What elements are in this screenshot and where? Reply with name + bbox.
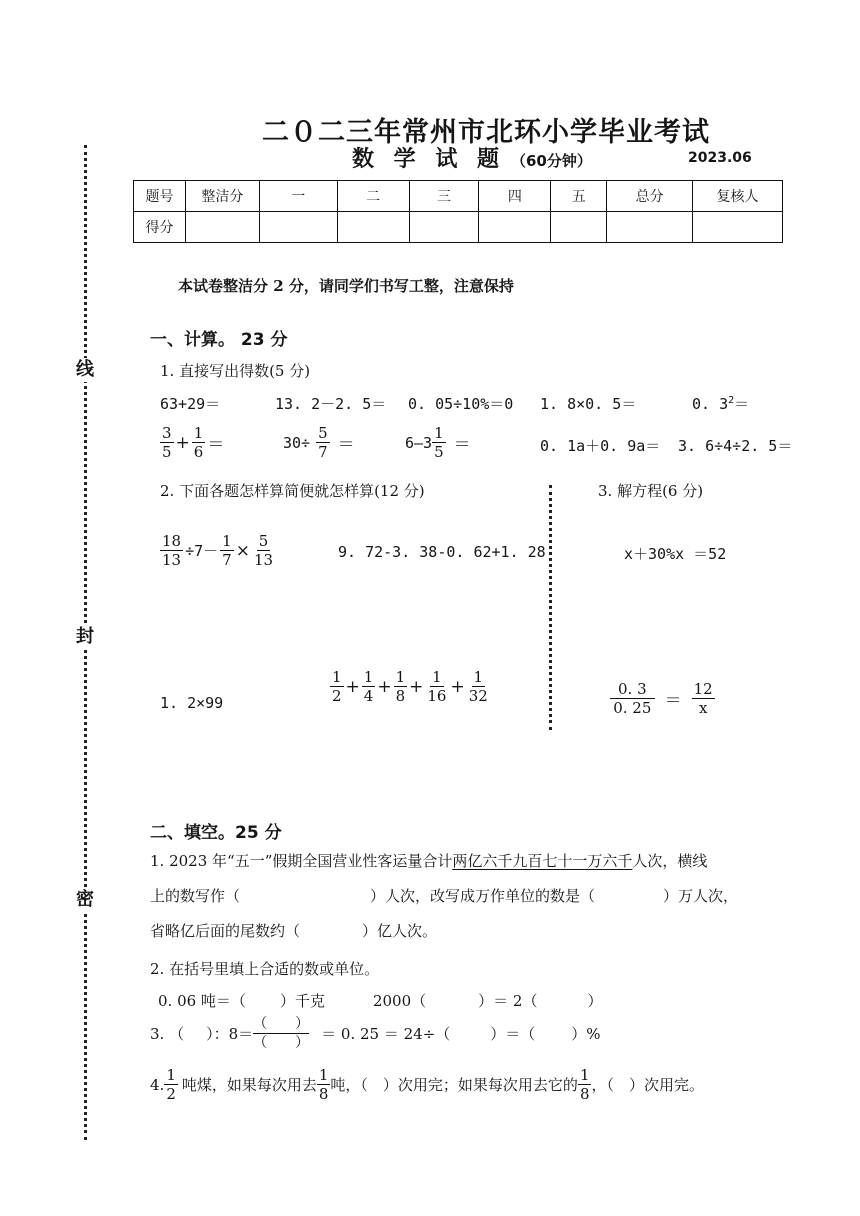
equals: ＝ bbox=[453, 435, 471, 455]
fraction bbox=[578, 1066, 592, 1103]
numerator: 1 bbox=[166, 1066, 176, 1084]
score-cell[interactable] bbox=[259, 212, 337, 243]
fraction bbox=[192, 424, 206, 461]
table-cell: 五 bbox=[551, 181, 607, 212]
simplify-expr-3: 1. 2×99 bbox=[160, 694, 224, 712]
text: 吨煤，如果每次用去 bbox=[181, 1076, 317, 1094]
expr-prefix: 6—3 bbox=[405, 433, 433, 452]
denominator: 32 bbox=[468, 687, 488, 705]
equation-1: x＋30%x ＝52 bbox=[624, 545, 727, 563]
numerator: 1 bbox=[579, 1066, 590, 1084]
fraction bbox=[362, 668, 376, 705]
square-base: 0. 3 bbox=[692, 395, 729, 413]
table-cell: 一 bbox=[259, 181, 337, 212]
calc-item: 13. 2－2. 5＝ bbox=[275, 395, 387, 413]
fraction bbox=[610, 680, 655, 717]
text: 4. bbox=[150, 1075, 165, 1094]
text: 上的数写作（ bbox=[150, 887, 241, 905]
numerator: 1 bbox=[332, 668, 342, 686]
fraction bbox=[330, 668, 344, 705]
numerator: 5 bbox=[258, 532, 269, 550]
denominator: 13 bbox=[162, 551, 182, 569]
text: ）＝（ bbox=[490, 1025, 536, 1043]
text: 吨，（ ）次用完；如果每次用去它的 bbox=[330, 1076, 578, 1094]
simplify-expr-2: 9. 72-3. 38-0. 62+1. 28 bbox=[338, 543, 546, 561]
score-cell[interactable] bbox=[409, 212, 479, 243]
fill-q4-line bbox=[150, 1066, 704, 1103]
equals: ＝ bbox=[664, 691, 682, 711]
score-table bbox=[133, 180, 783, 243]
numerator-blank[interactable]: （ ） bbox=[253, 1016, 310, 1032]
calc-item: 3. 6÷4÷2. 5＝ bbox=[678, 437, 793, 455]
score-cell[interactable] bbox=[607, 212, 693, 243]
text: ）：8＝ bbox=[206, 1025, 254, 1043]
simplify-expr-4 bbox=[330, 668, 490, 705]
operator: + bbox=[377, 676, 392, 697]
denominator: 6 bbox=[193, 443, 204, 461]
section1-title: 一、计算。 23 分 bbox=[150, 330, 288, 350]
neatness-note: 本试卷整洁分 2 分，请同学们书写工整，注意保持 bbox=[178, 277, 514, 295]
table-cell: 复核人 bbox=[693, 181, 783, 212]
exam-title: 二０二三年常州市北环小学毕业考试 bbox=[262, 117, 710, 148]
blank-fraction[interactable] bbox=[253, 1015, 309, 1052]
table-cell: 三 bbox=[409, 181, 479, 212]
numerator: 5 bbox=[318, 424, 328, 442]
numerator: 3 bbox=[162, 424, 172, 442]
fraction bbox=[220, 532, 234, 569]
denominator: 7 bbox=[222, 551, 232, 569]
text: ） bbox=[587, 992, 603, 1010]
calc-item-mixed bbox=[405, 424, 473, 461]
text: ＝ 0. 25 ＝ 24÷（ bbox=[321, 1025, 451, 1043]
calc-item-square bbox=[692, 393, 749, 414]
square-exponent: 2 bbox=[728, 395, 735, 406]
q2-title: 2. 下面各题怎样算简便就怎样算(12 分) bbox=[160, 482, 425, 500]
column-divider bbox=[549, 485, 552, 730]
fraction bbox=[160, 532, 183, 569]
denominator: 8 bbox=[318, 1085, 329, 1103]
square-eq: ＝ bbox=[734, 395, 750, 413]
exam-subtitle bbox=[352, 142, 592, 173]
table-cell: 整洁分 bbox=[185, 181, 259, 212]
denominator-blank[interactable]: （ ） bbox=[253, 1035, 310, 1051]
numerator: 12 bbox=[693, 680, 713, 698]
text: 3. （ bbox=[150, 1025, 185, 1043]
fraction bbox=[164, 1066, 178, 1103]
fill-q1-line2 bbox=[150, 885, 738, 906]
table-row bbox=[134, 181, 783, 212]
text: ）% bbox=[571, 1025, 601, 1043]
fraction bbox=[467, 668, 490, 705]
calc-item-frac-div bbox=[283, 424, 357, 461]
fill-q2-title: 2. 在括号里填上合适的数或单位。 bbox=[150, 960, 380, 978]
score-cell[interactable] bbox=[479, 212, 551, 243]
equals: ＝ bbox=[337, 435, 355, 455]
table-cell: 二 bbox=[337, 181, 409, 212]
calc-item: 0. 1a＋0. 9a＝ bbox=[540, 437, 661, 455]
denominator: 5 bbox=[434, 443, 444, 461]
text: 人次，横线 bbox=[632, 852, 708, 870]
fill-q1-line1 bbox=[150, 850, 707, 871]
text: 2000（ bbox=[372, 992, 427, 1010]
fraction bbox=[160, 424, 174, 461]
calc-item: 0. 05÷10%＝0 bbox=[408, 395, 514, 413]
equals: ＝ bbox=[207, 435, 225, 455]
text: ）＝ 2（ bbox=[478, 992, 538, 1010]
exam-date: 2023.06 bbox=[688, 150, 752, 166]
q1-title: 1. 直接写出得数(5 分) bbox=[160, 362, 311, 380]
text: 省略亿后面的尾数约（ bbox=[150, 922, 301, 940]
text: 1. 2023 年“五一”假期全国营业性客运量合计 bbox=[150, 852, 453, 870]
denominator: x bbox=[698, 699, 708, 717]
denominator: 8 bbox=[395, 687, 406, 705]
expr-prefix: 30÷ bbox=[283, 433, 311, 452]
equation-2 bbox=[610, 680, 715, 717]
calc-item: 1. 8×0. 5＝ bbox=[540, 395, 637, 413]
score-cell[interactable] bbox=[185, 212, 259, 243]
fraction bbox=[394, 668, 408, 705]
numerator: 1 bbox=[193, 424, 204, 442]
table-cell: 总分 bbox=[607, 181, 693, 212]
text: ，（ ）次用完。 bbox=[591, 1076, 704, 1094]
denominator: 4 bbox=[363, 687, 374, 705]
fill-q3-line bbox=[150, 1015, 601, 1052]
numerator: 1 bbox=[395, 668, 406, 686]
calc-item-frac-add bbox=[160, 424, 226, 461]
numerator: 1 bbox=[363, 668, 374, 686]
numerator: 1 bbox=[222, 532, 232, 550]
binding-char-mi: 密 bbox=[76, 889, 94, 910]
numerator: 1 bbox=[473, 668, 484, 686]
calc-item: 63+29＝ bbox=[160, 395, 221, 413]
binding-char-xian: 线 bbox=[76, 359, 94, 380]
operator: + bbox=[345, 676, 360, 697]
denominator: 2 bbox=[332, 687, 342, 705]
numerator: 1 bbox=[432, 668, 442, 686]
fraction bbox=[252, 532, 275, 569]
denominator: 7 bbox=[318, 443, 328, 461]
section2-title: 二、填空。25 分 bbox=[150, 823, 282, 843]
table-cell: 四 bbox=[479, 181, 551, 212]
operator: + bbox=[175, 432, 190, 453]
subject-label: 数 学 试 题 bbox=[352, 147, 505, 172]
operator: × bbox=[235, 540, 250, 561]
text: ）千克 bbox=[279, 992, 325, 1010]
text: ）亿人次。 bbox=[362, 922, 438, 940]
underlined-number: 两亿六千九百七十一万六千 bbox=[452, 852, 633, 870]
table-cell: 题号 bbox=[134, 181, 186, 212]
operator: + bbox=[450, 676, 465, 697]
binding-char-feng: 封 bbox=[76, 626, 94, 647]
denominator: 13 bbox=[253, 551, 274, 569]
numerator: 1 bbox=[434, 424, 444, 442]
numerator: 1 bbox=[318, 1066, 329, 1084]
denominator: 8 bbox=[579, 1085, 590, 1103]
numerator: 18 bbox=[162, 532, 182, 550]
operator-text: ÷7－ bbox=[185, 542, 219, 560]
score-cell[interactable] bbox=[551, 212, 607, 243]
fill-q1-line3 bbox=[150, 920, 437, 941]
score-cell[interactable] bbox=[337, 212, 409, 243]
duration-label: （60分钟） bbox=[510, 152, 592, 170]
fraction bbox=[317, 1066, 331, 1103]
fraction bbox=[316, 424, 330, 461]
fraction bbox=[692, 680, 715, 717]
fraction bbox=[425, 668, 448, 705]
denominator: 16 bbox=[427, 687, 447, 705]
fill-q2-line bbox=[158, 990, 602, 1011]
q3-title: 3. 解方程(6 分) bbox=[598, 482, 704, 500]
text: ）人次，改写成万作单位的数是（ bbox=[370, 887, 596, 905]
text: 0. 06 吨＝（ bbox=[158, 992, 246, 1010]
simplify-expr-1 bbox=[160, 532, 275, 569]
score-cell[interactable] bbox=[693, 212, 783, 243]
numerator: 0. 3 bbox=[610, 680, 655, 699]
text: ）万人次， bbox=[663, 887, 739, 905]
fraction bbox=[432, 424, 446, 461]
table-cell: 得分 bbox=[134, 212, 186, 243]
table-row bbox=[134, 212, 783, 243]
denominator: 2 bbox=[166, 1085, 176, 1103]
operator: + bbox=[409, 676, 424, 697]
denominator: 5 bbox=[162, 443, 172, 461]
denominator: 0. 25 bbox=[613, 699, 652, 717]
